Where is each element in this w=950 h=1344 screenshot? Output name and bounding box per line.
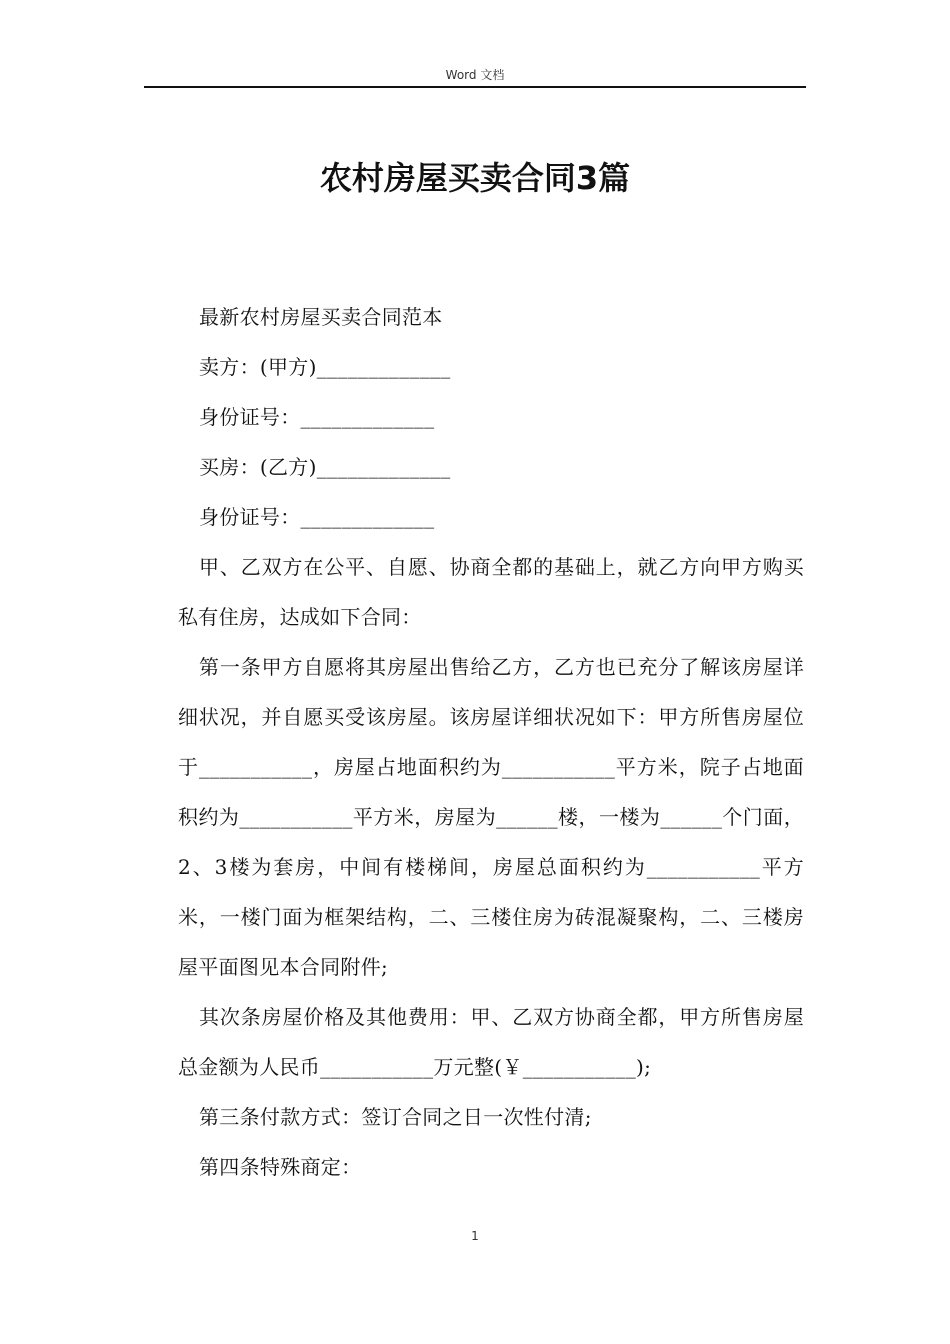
document-body xyxy=(178,292,804,1192)
page-header: Word 文档 xyxy=(445,68,505,82)
paragraph-seller-id: 身份证号：_____________ xyxy=(199,405,435,429)
header-rule xyxy=(144,86,806,88)
paragraph-subtitle: 最新农村房屋买卖合同范本 xyxy=(199,305,443,329)
paragraph-seller: 卖方：(甲方)_____________ xyxy=(199,355,451,379)
paragraph-article-2: 其次条房屋价格及其他费用：甲、乙双方协商全都，甲方所售房屋总金额为人民币___________万元整(￥___________); xyxy=(178,1005,804,1079)
paragraph-article-3: 第三条付款方式：签订合同之日一次性付清; xyxy=(199,1105,592,1129)
paragraph-preamble: 甲、乙双方在公平、自愿、协商全都的基础上，就乙方向甲方购买私有住房，达成如下合同： xyxy=(178,555,804,629)
paragraph-buyer-id: 身份证号：_____________ xyxy=(199,505,435,529)
page-number: 1 xyxy=(471,1229,479,1243)
paragraph-buyer: 买房：(乙方)_____________ xyxy=(199,455,451,479)
paragraph-article-4: 第四条特殊商定： xyxy=(199,1155,362,1179)
document-title: 农村房屋买卖合同3篇 xyxy=(319,159,631,197)
paragraph-article-1: 第一条甲方自愿将其房屋出售给乙方，乙方也已充分了解该房屋详细状况，并自愿买受该房屋。该房屋详细状况如下：甲方所售房屋位于___________，房屋占地面积约为___________平方米，院子占地面积约为___________平方米，房屋为______楼，一楼为______个门面，2、3楼为套房，中间有楼梯间，房屋总面积约为___________平方米，一楼门面为框架结构，二、三楼住房为砖混凝聚构，二、三楼房屋平面图见本合同附件; xyxy=(178,655,804,979)
